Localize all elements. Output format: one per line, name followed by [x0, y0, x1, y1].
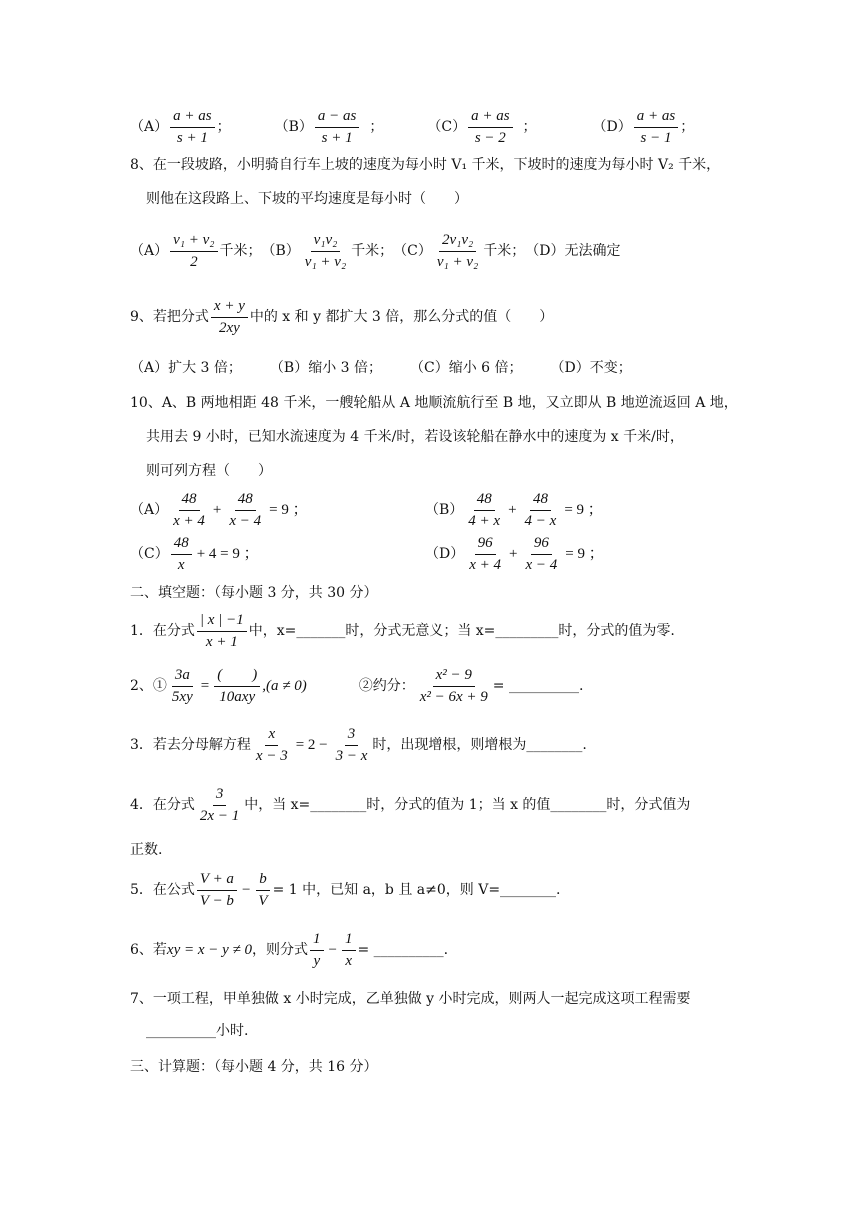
fraction: [466, 535, 504, 573]
denominator: s − 2: [474, 129, 506, 146]
fraction: [342, 931, 356, 969]
numerator: b: [256, 871, 270, 891]
q8-option-a-unit: 千米；: [219, 243, 262, 259]
numerator: 96: [531, 535, 552, 555]
denominator: x: [177, 556, 185, 573]
equation-rhs: = 9 ；: [565, 545, 604, 562]
equals: =: [200, 677, 210, 694]
denominator: x − 4: [525, 556, 558, 573]
fraction: [310, 931, 324, 969]
fraction: [197, 786, 242, 824]
q8-option-c-fraction: [434, 232, 481, 270]
q8-options: [130, 232, 621, 270]
fraction: [214, 667, 260, 705]
numerator: 3: [345, 726, 359, 746]
denominator: x − 3: [255, 747, 288, 764]
tail: = __________.: [492, 678, 584, 694]
numerator: 3a: [172, 667, 193, 687]
numerator: 2v₁v₂: [439, 232, 476, 252]
condition: xy = x − y ≠ 0: [166, 941, 253, 958]
denominator: 5xy: [171, 688, 193, 705]
denominator: y: [313, 952, 321, 969]
q10-option-a: [130, 491, 311, 529]
equation-rhs: + 4 = 9 ；: [196, 545, 259, 562]
numerator: v₁v₂: [311, 232, 341, 252]
suffix: = __________.: [357, 942, 449, 958]
fraction: [171, 535, 192, 573]
q9-suffix: 中的 x 和 y 都扩大 3 倍，那么分式的值（ ）: [249, 309, 554, 325]
denominator: x + 4: [469, 556, 502, 573]
q7-option-b-fraction: [315, 108, 359, 146]
operator: +: [508, 501, 517, 518]
fill-in-1: [130, 612, 675, 650]
q10-option-b: [425, 491, 606, 529]
q10-stem-line-1: 10、A、B 两地相距 48 千米，一艘轮船从 A 地顺流航行至 B 地，又立即从 B 地逆流返回 A 地，: [130, 395, 738, 411]
option-label: （C）: [130, 546, 169, 562]
fraction: [253, 726, 291, 764]
separator: ；: [369, 119, 384, 135]
q7-option-d-fraction: [634, 108, 678, 146]
denominator: 2xy: [218, 319, 240, 336]
denominator: x² − 6x + 9: [419, 688, 488, 705]
fill-in-2: [130, 667, 583, 705]
fill-in-7-line-2: __________小时.: [146, 1023, 249, 1039]
numerator: x: [265, 726, 278, 746]
condition: ,(a ≠ 0): [262, 677, 307, 694]
denominator: 10axy: [219, 688, 256, 705]
denominator: v₁ + v₂: [304, 253, 347, 270]
denominator: x + 4: [173, 512, 205, 529]
fraction: [333, 726, 371, 764]
q8-option-c-unit: 千米；: [483, 243, 526, 259]
fill-in-4-line-2: 正数.: [130, 842, 163, 858]
q8-option-b-fraction: [302, 232, 349, 270]
denominator: x − 4: [229, 512, 262, 529]
q8-option-b-unit: 千米；: [351, 243, 394, 259]
q9-fraction: [211, 298, 248, 336]
operator: −: [328, 941, 337, 958]
denominator: x: [345, 952, 353, 969]
separator: ；: [522, 119, 537, 135]
q7-option-a-label: （A）: [130, 119, 169, 135]
q7-options: [130, 108, 694, 146]
q9-stem: [130, 298, 553, 336]
fraction: [465, 491, 503, 529]
suffix: 时，出现增根，则增根为________.: [372, 737, 587, 753]
fraction: [417, 667, 491, 705]
q7-option-b-label: （B）: [274, 119, 313, 135]
q10-stem-line-2: 共用去 9 小时，已知水流速度为 4 千米/时，若设该轮船在静水中的速度为 x 千米/时，: [146, 429, 684, 445]
middle: = 2 −: [295, 736, 328, 753]
denominator: V − b: [199, 892, 234, 909]
q8-stem-line-1: 8、在一段坡路，小明骑自行车上坡的速度为每小时 V₁ 千米，下坡时的速度为每小时 V₂ 千米，: [130, 157, 721, 173]
middle: ，则分式: [252, 942, 309, 958]
part-2-label: ②约分：: [358, 678, 415, 694]
numerator: 48: [474, 491, 495, 511]
fill-in-6: [130, 931, 448, 969]
numerator: 48: [171, 535, 192, 555]
denominator: v₁ + v₂: [436, 253, 479, 270]
q7-option-c-fraction: [468, 108, 512, 146]
section-3-title: 三、计算题：（每小题 4 分，共 16 分）: [130, 1059, 378, 1075]
numerator: 96: [475, 535, 496, 555]
numerator: a + as: [468, 108, 512, 128]
q7-option-d-label: （D）: [592, 119, 632, 135]
numerator: v₁ + v₂: [170, 232, 217, 252]
fill-in-7-line-1: 7、一项工程，甲单独做 x 小时完成，乙单独做 y 小时完成，则两人一起完成这项工程需要: [130, 991, 691, 1007]
numerator: 48: [530, 491, 551, 511]
numerator: 48: [235, 491, 256, 511]
numerator: a + as: [634, 108, 678, 128]
fraction: [226, 491, 264, 529]
q10-option-d: [425, 535, 607, 573]
q7-option-a-fraction: [170, 108, 214, 146]
denominator: 4 − x: [524, 512, 557, 529]
numerator: | x | −1: [197, 612, 247, 632]
suffix: = 1 中，已知 a，b 且 a≠0，则 V=________.: [272, 882, 561, 898]
prefix: 3．若去分母解方程: [130, 737, 251, 753]
numerator-blank: ( ): [214, 667, 260, 687]
numerator: x + y: [211, 298, 248, 318]
denominator: s − 1: [640, 129, 672, 146]
numerator: 1: [342, 931, 356, 951]
option-label: （D）: [425, 546, 465, 562]
fraction: [255, 871, 270, 909]
option-label: （A）: [130, 502, 169, 518]
numerator: a + as: [170, 108, 214, 128]
prefix: 6、若: [130, 942, 167, 958]
fraction: [197, 871, 237, 909]
fill-in-5: [130, 871, 561, 909]
operator: +: [509, 545, 518, 562]
operator: −: [241, 881, 251, 898]
denominator: V: [258, 892, 268, 909]
numerator: 1: [310, 931, 324, 951]
fill-in-4: [130, 786, 690, 824]
q7-option-c-label: （C）: [427, 119, 467, 135]
q8-option-a-label: （A）: [130, 243, 169, 259]
denominator: 2: [190, 253, 198, 270]
suffix: 中，x=_______时，分式无意义；当 x=_________时，分式的值为零.: [248, 623, 675, 639]
fill-in-3: [130, 726, 587, 764]
q8-option-c-label: （C）: [393, 243, 432, 259]
fraction: [522, 491, 560, 529]
equation-rhs: = 9 ；: [269, 501, 308, 518]
numerator: a − as: [315, 108, 359, 128]
fraction: [169, 667, 196, 705]
prefix: 5．在公式: [130, 882, 195, 898]
fraction: [170, 491, 208, 529]
q10-stem-line-3: 则可列方程（ ）: [146, 463, 272, 479]
q8-option-d: （D）无法确定: [525, 243, 621, 259]
numerator: 48: [179, 491, 200, 511]
numerator: x² − 9: [433, 667, 475, 687]
numerator: 3: [213, 786, 227, 806]
q9-options: （A）扩大 3 倍； （B）缩小 3 倍； （C）缩小 6 倍； （D）不变；: [130, 360, 632, 376]
option-label: （B）: [425, 502, 464, 518]
denominator: 4 + x: [468, 512, 501, 529]
q10-option-c: [130, 535, 262, 573]
prefix: 4．在分式: [130, 797, 195, 813]
prefix: 2、①: [130, 678, 167, 694]
denominator: s + 1: [176, 129, 208, 146]
fraction: [522, 535, 560, 573]
q8-stem-line-2: 则他在这段路上、下坡的平均速度是每小时（ ）: [146, 191, 468, 207]
denominator: 3 − x: [335, 747, 368, 764]
separator: ；: [680, 119, 695, 135]
q8-option-a-fraction: [170, 232, 217, 270]
section-2-title: 二、填空题：（每小题 3 分，共 30 分）: [130, 585, 378, 601]
suffix: 中，当 x=________时，分式的值为 1；当 x 的值________时，分式值为: [244, 797, 691, 813]
prefix: 1．在分式: [130, 623, 195, 639]
fraction: [197, 612, 247, 650]
q8-option-b-label: （B）: [261, 243, 300, 259]
equation-rhs: = 9 ；: [564, 501, 603, 518]
numerator: V + a: [197, 871, 237, 891]
denominator: s + 1: [321, 129, 353, 146]
q9-prefix: 9、若把分式: [130, 309, 209, 325]
operator: +: [212, 501, 222, 518]
denominator: x + 1: [205, 633, 238, 650]
separator: ；: [216, 119, 231, 135]
denominator: 2x − 1: [199, 807, 240, 824]
